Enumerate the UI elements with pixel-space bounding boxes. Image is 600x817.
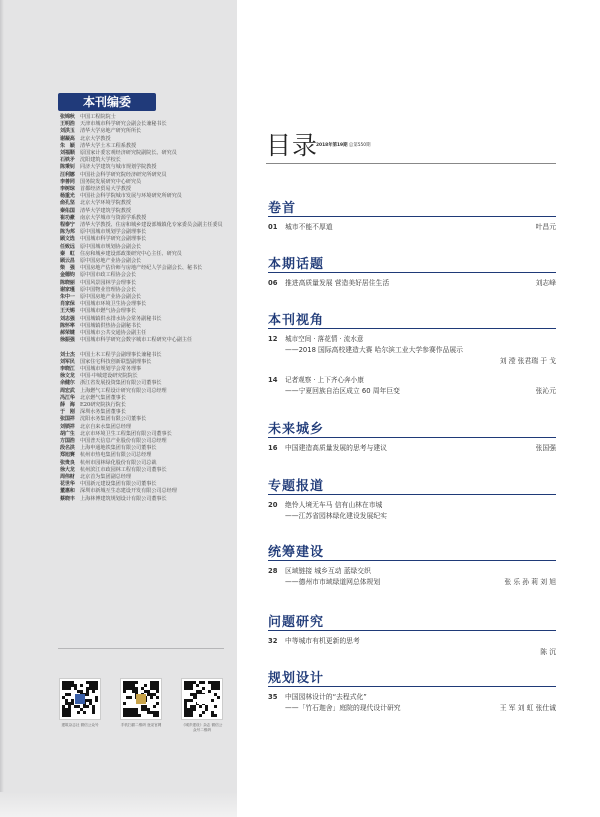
section-heading: 本期话题 <box>268 257 325 272</box>
panel-bottom <box>0 792 237 817</box>
board-member <box>60 287 224 294</box>
board-member <box>60 496 224 503</box>
qr-item <box>58 678 102 733</box>
board-member <box>60 236 224 243</box>
section-heading: 问题研究 <box>268 615 325 630</box>
member-title: 中国城市规划学会常务理事 <box>80 365 142 372</box>
contents-title: 目录 <box>266 131 319 160</box>
member-name: 陈秉钊 <box>60 164 75 171</box>
qr-item <box>180 678 224 733</box>
member-name: 徐振强 <box>60 337 75 344</box>
issue-total: 总第550期 <box>348 143 371 148</box>
section-rule <box>268 328 556 329</box>
member-title: 中国社会科学研究院经济研究所研究员 <box>80 171 167 178</box>
member-title: 清华大学房地产研究所所长 <box>80 128 142 135</box>
board-member <box>60 208 224 215</box>
member-title: 中国城市科学研究会副理事长 <box>80 236 147 243</box>
member-title: 上海申通地铁集团有限公司董事长 <box>80 445 157 452</box>
board-member <box>60 388 224 395</box>
page-number: 20 <box>268 501 278 509</box>
section-rule <box>268 686 556 687</box>
page-number: 35 <box>268 693 278 701</box>
member-name: 程泰宁 <box>60 222 75 229</box>
member-title: 国家住宅科技创新联盟副理事长 <box>80 358 152 365</box>
article-title: 中国建造高质量发展的思考与建议 <box>285 444 387 452</box>
board-member <box>60 395 224 402</box>
article-author: 刘志峰 <box>535 279 556 287</box>
board-member <box>60 143 224 150</box>
toc-entry[interactable] <box>268 222 556 233</box>
toc-entry[interactable] <box>268 443 556 454</box>
article-author: 张沁元 <box>535 387 556 395</box>
member-name: 任致远 <box>60 243 75 250</box>
editorial-board-badge: 本刊编委 <box>58 93 156 111</box>
contents-rule <box>266 163 556 164</box>
board-member <box>60 431 224 438</box>
toc-entry[interactable] <box>268 334 556 365</box>
member-title: 清华大学教授、住房和城乡建设部城镇化专家委员会副主任委员 <box>80 222 223 229</box>
board-member <box>60 172 224 179</box>
board-member <box>60 467 224 474</box>
member-name: 顾云昌 <box>60 258 75 265</box>
member-name: 李树琮 <box>60 186 75 193</box>
group-gap <box>60 345 224 352</box>
article-title: 记者观察 · 上下齐心奔小康 <box>285 376 364 384</box>
member-name: 石铁矛 <box>60 157 75 164</box>
member-name: 刘洪玉 <box>60 128 75 135</box>
board-member <box>60 460 224 467</box>
section-rule <box>268 630 556 631</box>
member-title: 杭州滨江市政园林工程有限公司董事长 <box>80 466 167 473</box>
member-title: 浙江省发展投资集团有限公司董事长 <box>80 380 162 387</box>
member-name: 汪利娜 <box>60 171 75 178</box>
article-title: 中国园林设计的“去程式化” <box>285 693 367 701</box>
member-title: 原中国城市规划协会副会长 <box>80 243 142 250</box>
article-subtitle: ——「竹石迦舍」庭院的现代设计研究 <box>285 704 401 712</box>
member-name: 柴 强 <box>60 265 75 272</box>
article-subtitle: ——德州市市域绿道网总体规划 <box>285 578 381 586</box>
member-name: 花世华 <box>60 481 75 488</box>
member-title: 北京首为集团副总经理 <box>80 473 131 480</box>
member-name: 刘锁祥 <box>60 423 75 430</box>
section-heading: 本刊视角 <box>268 313 325 328</box>
qr-code-icon <box>59 678 101 720</box>
toc-entry[interactable] <box>268 566 556 588</box>
article-title: 绝怜人境无车马 信有山林在市城 <box>285 501 383 509</box>
member-title: 原中国房地产业协会副会长 <box>80 258 142 265</box>
toc-entry[interactable] <box>268 500 556 522</box>
section-rule <box>268 437 556 438</box>
member-name: 刘士杰 <box>60 351 75 358</box>
page-number: 12 <box>268 335 278 343</box>
member-name: 陈怀率 <box>60 322 75 329</box>
member-name: 张国祥 <box>60 416 75 423</box>
section-rule <box>268 216 556 217</box>
member-name: 顾文选 <box>60 236 75 243</box>
member-name: 王明浩 <box>60 121 75 128</box>
editorial-board-list <box>60 114 224 503</box>
member-name: 朱 颖 <box>60 142 75 149</box>
member-title: 北京市环境卫生工程集团有限公司董事长 <box>80 430 172 437</box>
member-name: 陈为邦 <box>60 229 75 236</box>
member-title: 中国风景园林学会理事长 <box>80 279 137 286</box>
member-name: 郝荣键 <box>60 330 75 337</box>
section-rule <box>268 560 556 561</box>
member-title: E20研究院执行院长 <box>80 401 126 408</box>
article-title: 区域链接 城乡互动 蓝绿交织 <box>285 567 371 575</box>
member-title: 北京大学教授 <box>80 135 111 142</box>
member-title: 中国新元建设集团有限公司董事长 <box>80 481 157 488</box>
qr-code-row <box>58 678 224 733</box>
member-title: 杭州市热电集团有限公司总经理 <box>80 452 152 459</box>
page-number: 01 <box>268 223 278 231</box>
toc-entry[interactable] <box>268 278 556 289</box>
member-title: 北京自来水集团总经理 <box>80 423 131 430</box>
member-name: 蔡晓丰 <box>60 495 75 502</box>
section-heading: 卷首 <box>268 201 297 216</box>
article-title: 城市空间 · 落花情 · 流水意 <box>285 335 364 343</box>
member-title: 中国工程院院士 <box>80 114 116 120</box>
member-title: 中国房地产估价师与房地产经纪人学会副会长、秘书长 <box>80 265 203 272</box>
member-name: 俞孔坚 <box>60 200 75 207</box>
member-title: 深圳水务集团董事长 <box>80 409 126 416</box>
member-title: 首都经济贸易大学教授 <box>80 186 131 193</box>
board-member <box>60 215 224 222</box>
member-title: 住房和城乡建设部政策研究中心主任、研究员 <box>80 250 182 257</box>
page-number: 14 <box>268 376 278 384</box>
member-title: 清华大学建筑学院教授 <box>80 207 131 214</box>
page-number: 16 <box>268 444 278 452</box>
qr-caption: 建筑杂志社 微信公众号 <box>61 723 99 727</box>
member-name: 胡广生 <box>60 430 75 437</box>
member-name: 薛 海 <box>60 401 75 408</box>
member-name: 秦 虹 <box>60 250 75 257</box>
member-title: 原中国房地产业协会副会长 <box>80 294 142 301</box>
member-title: 中国土木工程学会副理事长兼秘书长 <box>80 351 162 358</box>
member-title: 原中国市政工程协会会长 <box>80 272 137 279</box>
qr-code-icon <box>120 678 162 720</box>
board-member <box>60 316 224 323</box>
page-number: 32 <box>268 637 278 645</box>
member-name: 郑旭赛 <box>60 452 75 459</box>
article-author: 王 军 刘 虹 张仕诚 <box>499 704 556 712</box>
board-member <box>60 272 224 279</box>
member-name: 陈晓丽 <box>60 279 75 286</box>
member-title: 原中国城市规划学会副理事长 <box>80 229 147 236</box>
board-member <box>60 337 224 344</box>
article-title: 推进高质量发展 营造美好居住生活 <box>285 279 390 287</box>
board-member <box>60 488 224 495</box>
qr-caption: 手机扫描二维码 登录官网 <box>120 723 162 727</box>
section-heading: 统筹建设 <box>268 545 325 560</box>
member-name: 余健尔 <box>60 380 75 387</box>
member-title: 北京大学环境学院教授 <box>80 200 131 207</box>
member-name: 张锦秋 <box>60 114 75 120</box>
member-title: 上海林博建筑规划设计有限公司董事长 <box>80 495 167 502</box>
member-name: 徐文龙 <box>60 373 75 380</box>
article-title: 城市不能不厚道 <box>285 223 333 231</box>
member-name: 谢凝高 <box>60 135 75 142</box>
member-name: 金德钧 <box>60 272 75 279</box>
board-member <box>60 136 224 143</box>
member-title: 天津市城市科学研究会副会长兼秘书长 <box>80 121 167 128</box>
member-title: 深圳市新城互生态建设开发有限公司总经理 <box>80 488 177 495</box>
member-title: 杭州市园林绿化股份有限公司总裁 <box>80 459 157 466</box>
member-title: 清华大学土木工程系教授 <box>80 142 137 149</box>
section-heading: 规划设计 <box>268 671 325 686</box>
qr-caption: 《城乡建设》杂志 微信公众号二维码 <box>181 723 223 732</box>
member-name: 周伟财 <box>60 473 75 480</box>
qr-item <box>119 678 163 733</box>
board-member <box>60 164 224 171</box>
member-title: 沈阳水务集团有限公司董事长 <box>80 416 147 423</box>
member-title: 沈阳建筑大学校长 <box>80 157 121 164</box>
board-member <box>60 244 224 251</box>
member-title: 中国城市科学研究会数字城市工程研究中心副主任 <box>80 337 193 344</box>
board-member <box>60 280 224 287</box>
member-title: 中国社会科学院城市发展与环境研究所研究员 <box>80 193 182 200</box>
member-name: 刘志强 <box>60 315 75 322</box>
article-subtitle: ——2018 国际高校建造大赛 哈尔滨工业大学参赛作品展示 <box>285 346 463 354</box>
page-number: 28 <box>268 567 278 575</box>
member-name: 杨重光 <box>60 193 75 200</box>
section-heading: 专题报道 <box>268 479 325 494</box>
article-author: 刘 滢 张君瑞 于 戈 <box>499 357 556 365</box>
member-name: 张贵良 <box>60 459 75 466</box>
article-subtitle: ——江苏省园林绿化建设发展纪实 <box>285 512 387 520</box>
toc-entry[interactable] <box>268 692 556 714</box>
board-member <box>60 452 224 459</box>
board-member <box>60 308 224 315</box>
board-member <box>60 359 224 366</box>
member-title: 国务院发展研究中心研究员 <box>80 178 142 185</box>
member-name: 于 刚 <box>60 409 75 416</box>
member-name: 方国浩 <box>60 437 75 444</box>
member-title: 同济大学建筑与城市规划学院教授 <box>80 164 157 171</box>
member-name: 刘福顺 <box>60 150 75 157</box>
toc-entry[interactable] <box>268 375 556 397</box>
article-author: 张 乐 孙 莉 刘 旭 <box>504 578 556 586</box>
article-subtitle: ——宁夏回族自治区成立 60 周年巨变 <box>285 387 400 395</box>
member-name: 段名洪 <box>60 445 75 452</box>
member-title: 中国城市公共交通协会副主任 <box>80 330 147 337</box>
board-member <box>60 323 224 330</box>
member-title: 中国城市环境卫生协会理事长 <box>80 301 147 308</box>
board-member <box>60 352 224 359</box>
section-rule <box>268 272 556 273</box>
member-name: 李晓江 <box>60 365 75 372</box>
member-name: 王天锡 <box>60 308 75 315</box>
section-heading: 未来城乡 <box>268 422 325 437</box>
member-name: 朱中一 <box>60 294 75 301</box>
board-member <box>60 200 224 207</box>
board-divider <box>58 648 224 649</box>
article-author: 陈 沉 <box>540 648 556 656</box>
member-title: 中国城镇供热协会副秘书长 <box>80 322 142 329</box>
issue-info <box>316 142 370 148</box>
issue-number: 2018年第19期 <box>316 143 348 148</box>
article-title: 中等城市有机更新的思考 <box>285 637 360 645</box>
toc-entry[interactable] <box>268 636 556 656</box>
member-title: 北京燃气集团董事长 <box>80 394 126 401</box>
member-title: 中国城市燃气协会理事长 <box>80 308 137 315</box>
board-member <box>60 128 224 135</box>
board-member <box>60 179 224 186</box>
member-title: 中国·中城建设研究院院长 <box>80 373 138 380</box>
member-name: 崔功豪 <box>60 214 75 221</box>
page-number: 06 <box>268 279 278 287</box>
member-name: 徐大龙 <box>60 466 75 473</box>
member-name: 谢家瑾 <box>60 286 75 293</box>
article-author: 叶昌元 <box>535 223 556 231</box>
member-title: 上海燃气工程设计研究有限公司总经理 <box>80 387 167 394</box>
member-name: 刘军民 <box>60 358 75 365</box>
qr-code-icon <box>181 678 223 720</box>
member-title: 中国城镇供水排水协会常务副秘书长 <box>80 315 162 322</box>
member-name: 冯江华 <box>60 394 75 401</box>
article-author: 张国强 <box>535 444 556 452</box>
board-member <box>60 380 224 387</box>
board-member <box>60 416 224 423</box>
board-member <box>60 424 224 431</box>
member-name: 肖家保 <box>60 301 75 308</box>
member-name: 董惠和 <box>60 488 75 495</box>
member-title: 南京大学城市与资源学系教授 <box>80 214 147 221</box>
member-name: 周宏武 <box>60 387 75 394</box>
member-name: 秦佑国 <box>60 207 75 214</box>
member-title: 原国家计委宏观经济研究院副院长、研究员 <box>80 150 177 157</box>
member-title: 中国普天信息产业股份有限公司总经理 <box>80 437 167 444</box>
section-rule <box>268 494 556 495</box>
member-title: 原中国物业管理协会会长 <box>80 286 137 293</box>
board-member <box>60 251 224 258</box>
member-name: 李善同 <box>60 178 75 185</box>
page-edge <box>0 0 4 817</box>
